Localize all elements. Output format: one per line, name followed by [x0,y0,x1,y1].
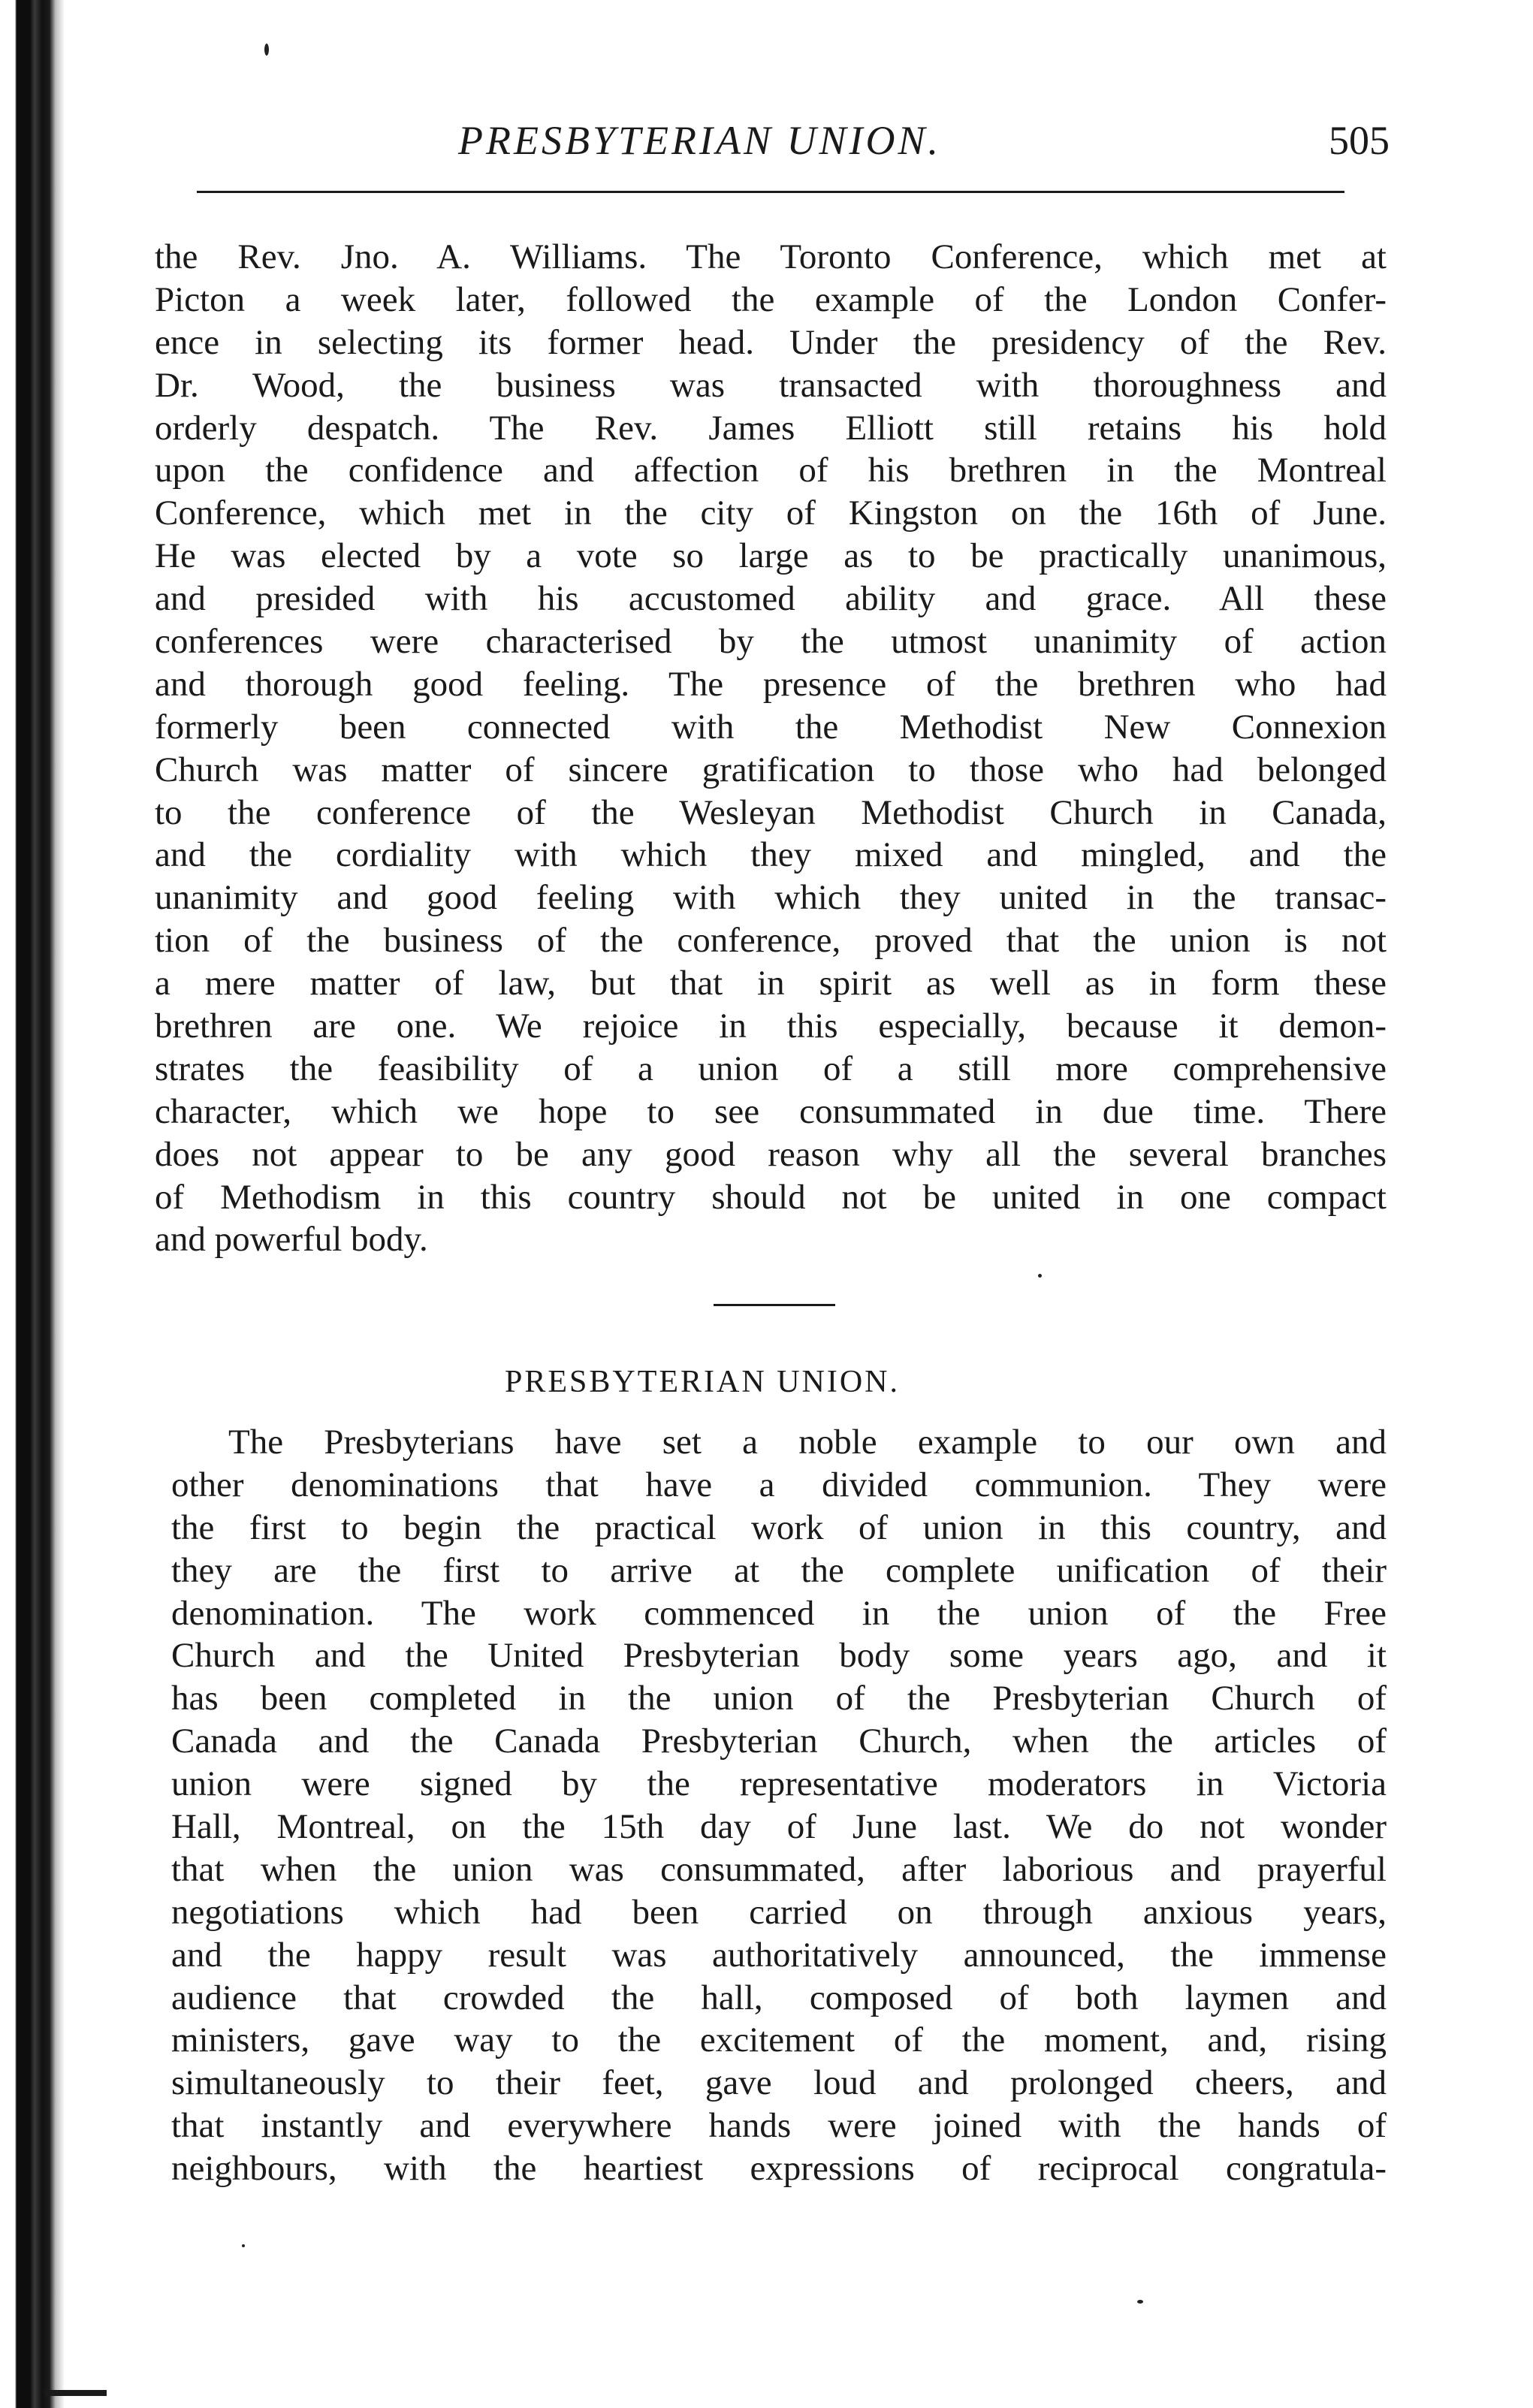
text-line: Church was matter of sincere gratification to those who had belonged [155,750,1387,789]
text-line: conferences were characterised by the utmost unanimity of action [155,622,1387,662]
text-line: denomination. The work commenced in the union of the Free [171,1593,1387,1633]
print-speck [264,44,269,56]
text-line: formerly been connected with the Methodist New Connexion [155,707,1387,747]
text-line: negotiations which had been carried on through anxious years, [171,1892,1387,1932]
text-line: Canada and the Canada Presbyterian Church, when the articles of [171,1722,1387,1761]
text-line: union were signed by the representative moderators in Victoria [171,1764,1387,1804]
page-number: 505 [1329,118,1390,163]
text-line: and presided with his accustomed ability and grace. All these [155,579,1387,619]
book-binding-edge [0,0,65,2408]
binding-edge-foot [45,2390,107,2396]
text-line: ence in selecting its former head. Under the presidency of the Rev. [155,322,1387,362]
section-divider-rule [714,1304,835,1306]
text-line: and the cordiality with which they mixed and mingled, and the [155,835,1387,875]
text-line: and the happy result was authoritatively announced, the immense [171,1935,1387,1975]
text-line: brethren are one. We rejoice in this especially, because it demon- [155,1006,1387,1046]
text-line: He was elected by a vote so large as to be practically unanimous, [155,536,1387,576]
text-line: upon the confidence and affection of his brethren in the Montreal [155,451,1387,490]
text-line: the first to begin the practical work of union in this country, and [171,1507,1387,1547]
text-line: The Presbyterians have set a noble example to our own and [228,1423,1387,1462]
text-line: Church and the United Presbyterian body some years ago, and it [171,1636,1387,1676]
text-line: the Rev. Jno. A. Williams. The Toronto Conference, which met at [155,237,1387,276]
text-line: Conference, which met in the city of Kingston on the 16th of June. [155,493,1387,533]
text-line: neighbours, with the heartiest expressions of reciprocal congratula- [171,2149,1387,2189]
running-head: PRESBYTERIAN UNION. [458,118,941,163]
text-line: a mere matter of law, but that in spirit as well as in form these [155,964,1387,1003]
text-line: of Methodism in this country should not be united in one compact [155,1177,1387,1217]
paragraph-presbyterian-union [171,1421,1387,2190]
text-line: and thorough good feeling. The presence of the brethren who had [155,664,1387,704]
text-line: Hall, Montreal, on the 15th day of June last. We do not wonder [171,1807,1387,1847]
text-line: orderly despatch. The Rev. James Elliott still retains his hold [155,408,1387,448]
paragraph-methodist-conferences [155,236,1387,1261]
text-line: ministers, gave way to the excitement of the moment, and, rising [171,2020,1387,2060]
text-line: and powerful body. [155,1220,428,1260]
text-line: to the conference of the Wesleyan Methodist Church in Canada, [155,792,1387,832]
text-line: strates the feasibility of a union of a still more comprehensive [155,1049,1387,1088]
text-line: audience that crowded the hall, composed of both laymen and [171,1978,1387,2017]
text-line: Dr. Wood, the business was transacted with thoroughness and [155,365,1387,405]
text-line: they are the first to arrive at the complete unification of their [171,1550,1387,1590]
page-header [158,113,1390,168]
text-line: other denominations that have a divided communion. They were [171,1465,1387,1504]
print-speck [242,2244,245,2247]
text-line: Picton a week later, followed the example of the London Confer- [155,279,1387,319]
text-line: tion of the business of the conference, proved that the union is not [155,921,1387,961]
text-line: does not appear to be any good reason why all the several branches [155,1134,1387,1174]
text-line: that instantly and everywhere hands were joined with the hands of [171,2106,1387,2146]
print-speck [1038,1274,1042,1278]
print-speck [1137,2300,1143,2304]
section-title: PRESBYTERIAN UNION. [505,1365,901,1399]
text-line: has been completed in the union of the Presbyterian Church of [171,1679,1387,1718]
text-line: character, which we hope to see consummated in due time. There [155,1091,1387,1131]
text-line: simultaneously to their feet, gave loud and prolonged cheers, and [171,2063,1387,2103]
text-line: that when the union was consummated, after laborious and prayerful [171,1849,1387,1889]
text-line: unanimity and good feeling with which they united in the transac- [155,878,1387,918]
header-rule [197,191,1344,193]
